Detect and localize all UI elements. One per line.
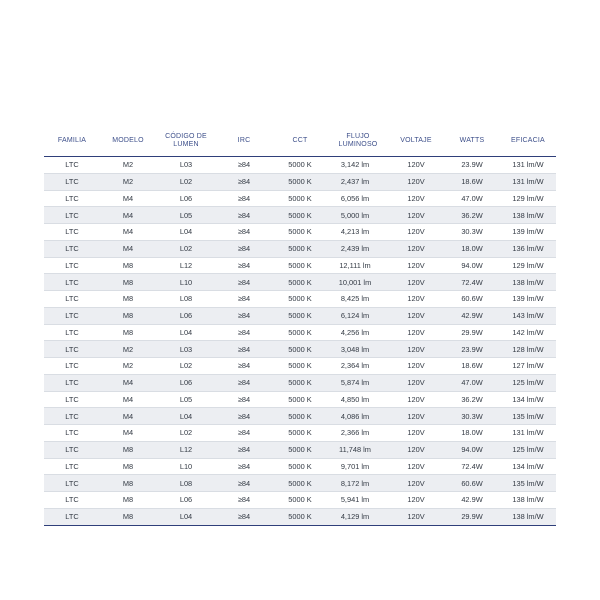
- cell-cct: 5000 K: [272, 508, 328, 525]
- cell-codigo-de-lumen: L04: [156, 324, 216, 341]
- cell-cct: 5000 K: [272, 274, 328, 291]
- spec-table: [44, 126, 556, 526]
- cell-eficacia: 131 lm/W: [500, 173, 556, 190]
- cell-eficacia: 125 lm/W: [500, 441, 556, 458]
- cell-irc: ≥84: [216, 391, 272, 408]
- cell-modelo: M4: [100, 425, 156, 442]
- cell-voltaje: 120V: [388, 307, 444, 324]
- cell-modelo: M2: [100, 173, 156, 190]
- cell-irc: ≥84: [216, 425, 272, 442]
- cell-modelo: M2: [100, 157, 156, 174]
- cell-codigo-de-lumen: L10: [156, 458, 216, 475]
- cell-voltaje: 120V: [388, 240, 444, 257]
- cell-cct: 5000 K: [272, 291, 328, 308]
- cell-familia: LTC: [44, 358, 100, 375]
- cell-familia: LTC: [44, 274, 100, 291]
- cell-watts: 60.6W: [444, 291, 500, 308]
- cell-codigo-de-lumen: L10: [156, 274, 216, 291]
- spec-table-container: [44, 126, 556, 526]
- header-voltaje: VOLTAJE: [400, 137, 432, 144]
- cell-familia: LTC: [44, 408, 100, 425]
- table-row: [44, 508, 556, 525]
- cell-watts: 30.3W: [444, 408, 500, 425]
- cell-flujo-luminoso: 10,001 lm: [328, 274, 388, 291]
- cell-voltaje: 120V: [388, 391, 444, 408]
- cell-irc: ≥84: [216, 307, 272, 324]
- cell-codigo-de-lumen: L02: [156, 240, 216, 257]
- cell-modelo: M4: [100, 240, 156, 257]
- cell-codigo-de-lumen: L08: [156, 291, 216, 308]
- header-irc: IRC: [237, 137, 251, 144]
- header-eficacia: EFICACIA: [511, 137, 545, 144]
- cell-familia: LTC: [44, 374, 100, 391]
- cell-voltaje: 120V: [388, 173, 444, 190]
- cell-watts: 29.9W: [444, 324, 500, 341]
- cell-cct: 5000 K: [272, 475, 328, 492]
- cell-eficacia: 134 lm/W: [500, 391, 556, 408]
- cell-flujo-luminoso: 4,213 lm: [328, 224, 388, 241]
- cell-irc: ≥84: [216, 458, 272, 475]
- cell-modelo: M8: [100, 291, 156, 308]
- cell-flujo-luminoso: 12,111 lm: [328, 257, 388, 274]
- cell-codigo-de-lumen: L05: [156, 207, 216, 224]
- cell-flujo-luminoso: 6,056 lm: [328, 190, 388, 207]
- cell-cct: 5000 K: [272, 425, 328, 442]
- cell-watts: 72.4W: [444, 274, 500, 291]
- cell-eficacia: 135 lm/W: [500, 408, 556, 425]
- table-row: [44, 358, 556, 375]
- cell-voltaje: 120V: [388, 190, 444, 207]
- cell-familia: LTC: [44, 173, 100, 190]
- table-body: [44, 157, 556, 526]
- cell-modelo: M4: [100, 391, 156, 408]
- cell-eficacia: 131 lm/W: [500, 157, 556, 174]
- cell-familia: LTC: [44, 307, 100, 324]
- cell-cct: 5000 K: [272, 458, 328, 475]
- cell-familia: LTC: [44, 240, 100, 257]
- cell-codigo-de-lumen: L12: [156, 441, 216, 458]
- cell-familia: LTC: [44, 508, 100, 525]
- cell-cct: 5000 K: [272, 157, 328, 174]
- cell-flujo-luminoso: 6,124 lm: [328, 307, 388, 324]
- table-row: [44, 374, 556, 391]
- cell-cct: 5000 K: [272, 257, 328, 274]
- cell-eficacia: 138 lm/W: [500, 492, 556, 509]
- cell-familia: LTC: [44, 324, 100, 341]
- table-row: [44, 324, 556, 341]
- cell-watts: 18.6W: [444, 358, 500, 375]
- table-row: [44, 341, 556, 358]
- cell-familia: LTC: [44, 207, 100, 224]
- cell-flujo-luminoso: 5,000 lm: [328, 207, 388, 224]
- cell-watts: 94.0W: [444, 257, 500, 274]
- cell-voltaje: 120V: [388, 475, 444, 492]
- cell-irc: ≥84: [216, 173, 272, 190]
- cell-flujo-luminoso: 3,048 lm: [328, 341, 388, 358]
- cell-cct: 5000 K: [272, 190, 328, 207]
- cell-codigo-de-lumen: L06: [156, 190, 216, 207]
- cell-flujo-luminoso: 2,366 lm: [328, 425, 388, 442]
- cell-watts: 36.2W: [444, 391, 500, 408]
- cell-voltaje: 120V: [388, 324, 444, 341]
- cell-flujo-luminoso: 4,850 lm: [328, 391, 388, 408]
- cell-cct: 5000 K: [272, 441, 328, 458]
- cell-codigo-de-lumen: L02: [156, 425, 216, 442]
- cell-eficacia: 138 lm/W: [500, 207, 556, 224]
- cell-irc: ≥84: [216, 274, 272, 291]
- cell-flujo-luminoso: 2,439 lm: [328, 240, 388, 257]
- cell-flujo-luminoso: 4,129 lm: [328, 508, 388, 525]
- cell-voltaje: 120V: [388, 508, 444, 525]
- cell-watts: 94.0W: [444, 441, 500, 458]
- cell-eficacia: 138 lm/W: [500, 274, 556, 291]
- cell-flujo-luminoso: 9,701 lm: [328, 458, 388, 475]
- cell-familia: LTC: [44, 157, 100, 174]
- cell-irc: ≥84: [216, 441, 272, 458]
- cell-familia: LTC: [44, 190, 100, 207]
- cell-modelo: M8: [100, 274, 156, 291]
- cell-irc: ≥84: [216, 207, 272, 224]
- header-row: [44, 126, 556, 157]
- cell-watts: 47.0W: [444, 374, 500, 391]
- cell-eficacia: 139 lm/W: [500, 291, 556, 308]
- cell-modelo: M8: [100, 475, 156, 492]
- cell-flujo-luminoso: 4,086 lm: [328, 408, 388, 425]
- cell-codigo-de-lumen: L12: [156, 257, 216, 274]
- cell-watts: 18.0W: [444, 240, 500, 257]
- cell-codigo-de-lumen: L05: [156, 391, 216, 408]
- cell-modelo: M8: [100, 324, 156, 341]
- cell-flujo-luminoso: 5,874 lm: [328, 374, 388, 391]
- cell-flujo-luminoso: 8,425 lm: [328, 291, 388, 308]
- table-row: [44, 291, 556, 308]
- cell-codigo-de-lumen: L08: [156, 475, 216, 492]
- cell-familia: LTC: [44, 257, 100, 274]
- cell-eficacia: 138 lm/W: [500, 508, 556, 525]
- cell-irc: ≥84: [216, 341, 272, 358]
- table-row: [44, 157, 556, 174]
- cell-watts: 30.3W: [444, 224, 500, 241]
- cell-cct: 5000 K: [272, 408, 328, 425]
- cell-watts: 42.9W: [444, 492, 500, 509]
- cell-eficacia: 136 lm/W: [500, 240, 556, 257]
- cell-voltaje: 120V: [388, 458, 444, 475]
- cell-voltaje: 120V: [388, 441, 444, 458]
- cell-modelo: M4: [100, 408, 156, 425]
- cell-voltaje: 120V: [388, 274, 444, 291]
- cell-familia: LTC: [44, 458, 100, 475]
- cell-watts: 47.0W: [444, 190, 500, 207]
- cell-familia: LTC: [44, 224, 100, 241]
- cell-voltaje: 120V: [388, 257, 444, 274]
- cell-eficacia: 134 lm/W: [500, 458, 556, 475]
- cell-cct: 5000 K: [272, 324, 328, 341]
- cell-familia: LTC: [44, 391, 100, 408]
- cell-codigo-de-lumen: L06: [156, 492, 216, 509]
- cell-eficacia: 142 lm/W: [500, 324, 556, 341]
- cell-cct: 5000 K: [272, 341, 328, 358]
- cell-modelo: M4: [100, 207, 156, 224]
- cell-modelo: M8: [100, 307, 156, 324]
- cell-codigo-de-lumen: L03: [156, 341, 216, 358]
- cell-eficacia: 135 lm/W: [500, 475, 556, 492]
- cell-familia: LTC: [44, 425, 100, 442]
- cell-watts: 23.9W: [444, 341, 500, 358]
- cell-cct: 5000 K: [272, 391, 328, 408]
- cell-modelo: M8: [100, 257, 156, 274]
- table-row: [44, 240, 556, 257]
- cell-codigo-de-lumen: L02: [156, 358, 216, 375]
- cell-watts: 23.9W: [444, 157, 500, 174]
- cell-irc: ≥84: [216, 240, 272, 257]
- header-flujo-luminoso: FLUJO LUMINOSO: [338, 133, 378, 148]
- cell-watts: 18.0W: [444, 425, 500, 442]
- cell-flujo-luminoso: 5,941 lm: [328, 492, 388, 509]
- cell-voltaje: 120V: [388, 341, 444, 358]
- cell-irc: ≥84: [216, 374, 272, 391]
- cell-cct: 5000 K: [272, 224, 328, 241]
- cell-cct: 5000 K: [272, 492, 328, 509]
- cell-familia: LTC: [44, 341, 100, 358]
- cell-irc: ≥84: [216, 475, 272, 492]
- table-row: [44, 492, 556, 509]
- cell-flujo-luminoso: 3,142 lm: [328, 157, 388, 174]
- cell-eficacia: 129 lm/W: [500, 257, 556, 274]
- cell-watts: 42.9W: [444, 307, 500, 324]
- cell-eficacia: 143 lm/W: [500, 307, 556, 324]
- cell-familia: LTC: [44, 441, 100, 458]
- cell-irc: ≥84: [216, 408, 272, 425]
- cell-codigo-de-lumen: L04: [156, 224, 216, 241]
- cell-irc: ≥84: [216, 324, 272, 341]
- cell-modelo: M2: [100, 341, 156, 358]
- cell-eficacia: 131 lm/W: [500, 425, 556, 442]
- header-watts: WATTS: [459, 137, 485, 144]
- table-row: [44, 425, 556, 442]
- cell-modelo: M4: [100, 190, 156, 207]
- cell-codigo-de-lumen: L06: [156, 307, 216, 324]
- table-row: [44, 274, 556, 291]
- cell-voltaje: 120V: [388, 408, 444, 425]
- cell-watts: 18.6W: [444, 173, 500, 190]
- table-row: [44, 307, 556, 324]
- cell-familia: LTC: [44, 291, 100, 308]
- cell-eficacia: 139 lm/W: [500, 224, 556, 241]
- table-row: [44, 408, 556, 425]
- cell-cct: 5000 K: [272, 374, 328, 391]
- cell-codigo-de-lumen: L04: [156, 408, 216, 425]
- cell-codigo-de-lumen: L03: [156, 157, 216, 174]
- cell-watts: 60.6W: [444, 475, 500, 492]
- table-row: [44, 391, 556, 408]
- table-row: [44, 458, 556, 475]
- header-modelo: MODELO: [112, 137, 144, 144]
- cell-voltaje: 120V: [388, 358, 444, 375]
- cell-modelo: M4: [100, 374, 156, 391]
- cell-codigo-de-lumen: L04: [156, 508, 216, 525]
- cell-irc: ≥84: [216, 291, 272, 308]
- header-codigo-de-lumen: CÓDIGO DE LUMEN: [165, 133, 207, 148]
- cell-flujo-luminoso: 4,256 lm: [328, 324, 388, 341]
- table-row: [44, 173, 556, 190]
- cell-watts: 36.2W: [444, 207, 500, 224]
- cell-modelo: M8: [100, 458, 156, 475]
- cell-modelo: M8: [100, 492, 156, 509]
- cell-voltaje: 120V: [388, 374, 444, 391]
- cell-cct: 5000 K: [272, 173, 328, 190]
- cell-flujo-luminoso: 11,748 lm: [328, 441, 388, 458]
- table-row: [44, 190, 556, 207]
- table-row: [44, 257, 556, 274]
- cell-irc: ≥84: [216, 358, 272, 375]
- cell-watts: 29.9W: [444, 508, 500, 525]
- cell-codigo-de-lumen: L02: [156, 173, 216, 190]
- cell-eficacia: 125 lm/W: [500, 374, 556, 391]
- table-row: [44, 224, 556, 241]
- cell-flujo-luminoso: 2,437 lm: [328, 173, 388, 190]
- cell-eficacia: 129 lm/W: [500, 190, 556, 207]
- cell-eficacia: 127 lm/W: [500, 358, 556, 375]
- cell-modelo: M2: [100, 358, 156, 375]
- cell-voltaje: 120V: [388, 291, 444, 308]
- cell-flujo-luminoso: 2,364 lm: [328, 358, 388, 375]
- cell-irc: ≥84: [216, 508, 272, 525]
- cell-irc: ≥84: [216, 190, 272, 207]
- table-row: [44, 207, 556, 224]
- cell-irc: ≥84: [216, 157, 272, 174]
- table-row: [44, 441, 556, 458]
- cell-flujo-luminoso: 8,172 lm: [328, 475, 388, 492]
- cell-cct: 5000 K: [272, 240, 328, 257]
- cell-eficacia: 128 lm/W: [500, 341, 556, 358]
- cell-cct: 5000 K: [272, 307, 328, 324]
- header-cct: CCT: [292, 137, 308, 144]
- cell-irc: ≥84: [216, 224, 272, 241]
- cell-modelo: M8: [100, 441, 156, 458]
- cell-voltaje: 120V: [388, 207, 444, 224]
- cell-modelo: M8: [100, 508, 156, 525]
- cell-watts: 72.4W: [444, 458, 500, 475]
- header-familia: FAMILIA: [57, 137, 87, 144]
- table-row: [44, 475, 556, 492]
- cell-irc: ≥84: [216, 492, 272, 509]
- cell-irc: ≥84: [216, 257, 272, 274]
- cell-modelo: M4: [100, 224, 156, 241]
- cell-voltaje: 120V: [388, 224, 444, 241]
- cell-voltaje: 120V: [388, 425, 444, 442]
- cell-voltaje: 120V: [388, 492, 444, 509]
- cell-familia: LTC: [44, 492, 100, 509]
- cell-familia: LTC: [44, 475, 100, 492]
- cell-cct: 5000 K: [272, 358, 328, 375]
- cell-voltaje: 120V: [388, 157, 444, 174]
- cell-codigo-de-lumen: L06: [156, 374, 216, 391]
- cell-cct: 5000 K: [272, 207, 328, 224]
